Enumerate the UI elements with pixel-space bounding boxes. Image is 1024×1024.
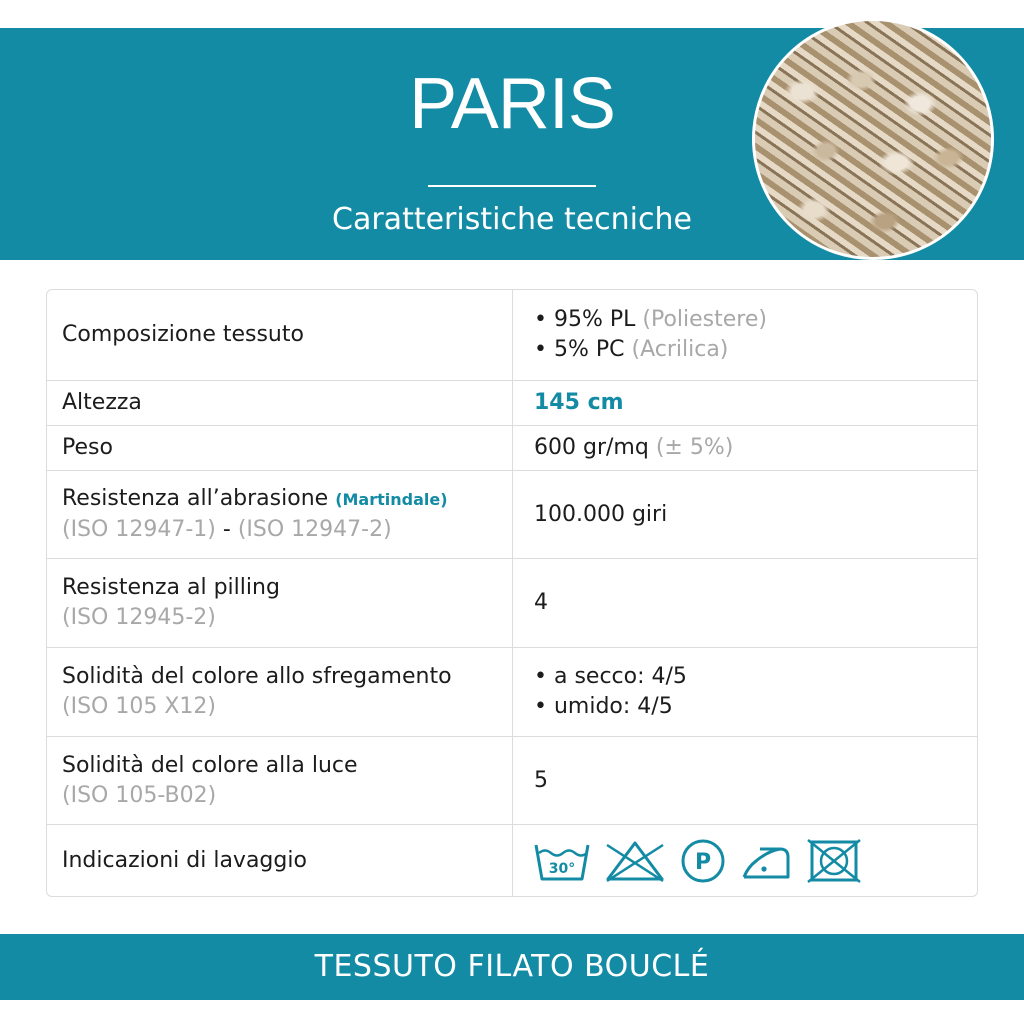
table-row-abrasion <box>47 470 977 558</box>
weight-value: 600 gr/mq (± 5%) <box>534 435 734 460</box>
table-row-weight <box>47 425 977 470</box>
fabric-swatch-image <box>752 18 994 260</box>
composition-item: • 95% PL (Poliestere) <box>534 307 767 332</box>
light-label: Solidità del colore alla luce <box>62 752 358 778</box>
no-bleach-icon <box>604 839 666 883</box>
care-icons <box>534 838 954 884</box>
table-row-pilling <box>47 558 977 647</box>
height-label: Altezza <box>62 390 142 415</box>
page-subtitle: Caratteristiche tecniche <box>332 202 692 237</box>
no-tumble-dry-icon <box>806 838 862 884</box>
pilling-iso: (ISO 12945-2) <box>62 605 216 630</box>
wash-30-icon <box>534 839 590 883</box>
height-value: 145 cm <box>534 390 624 415</box>
svg-text:30°: 30° <box>548 860 576 877</box>
footer-banner: TESSUTO FILATO BOUCLÉ <box>0 934 1024 1000</box>
weight-label: Peso <box>62 435 113 460</box>
dry-clean-p-icon <box>680 838 726 884</box>
light-iso: (ISO 105-B02) <box>62 782 217 808</box>
composition-label: Composizione tessuto <box>62 322 304 347</box>
title-divider <box>428 185 596 187</box>
abrasion-method: (Martindale) <box>335 490 448 509</box>
abrasion-iso: (ISO 12947-1) - (ISO 12947-2) <box>62 517 392 542</box>
page-title: PARIS <box>409 64 615 144</box>
table-row-light <box>47 736 977 824</box>
pilling-label: Resistenza al pilling <box>62 575 280 600</box>
abrasion-label: Resistenza all’abrasione (Martindale) <box>62 486 448 511</box>
rubbing-dry: • a secco: 4/5 <box>534 664 687 689</box>
rubbing-wet: • umido: 4/5 <box>534 694 673 719</box>
table-row-composition <box>47 290 977 380</box>
light-value: 5 <box>534 767 548 793</box>
table-row-rubbing <box>47 647 977 736</box>
rubbing-label: Solidità del colore allo sfregamento <box>62 664 452 689</box>
abrasion-value: 100.000 giri <box>534 501 668 527</box>
svg-text:P: P <box>694 849 712 875</box>
pilling-value: 4 <box>534 590 548 615</box>
specs-table <box>46 289 978 897</box>
iron-low-icon <box>740 839 792 883</box>
rubbing-iso: (ISO 105 X12) <box>62 694 216 719</box>
table-row-height <box>47 380 977 425</box>
washing-label: Indicazioni di lavaggio <box>62 847 307 873</box>
table-row-washing <box>47 824 977 896</box>
composition-item: • 5% PC (Acrilica) <box>534 337 729 362</box>
